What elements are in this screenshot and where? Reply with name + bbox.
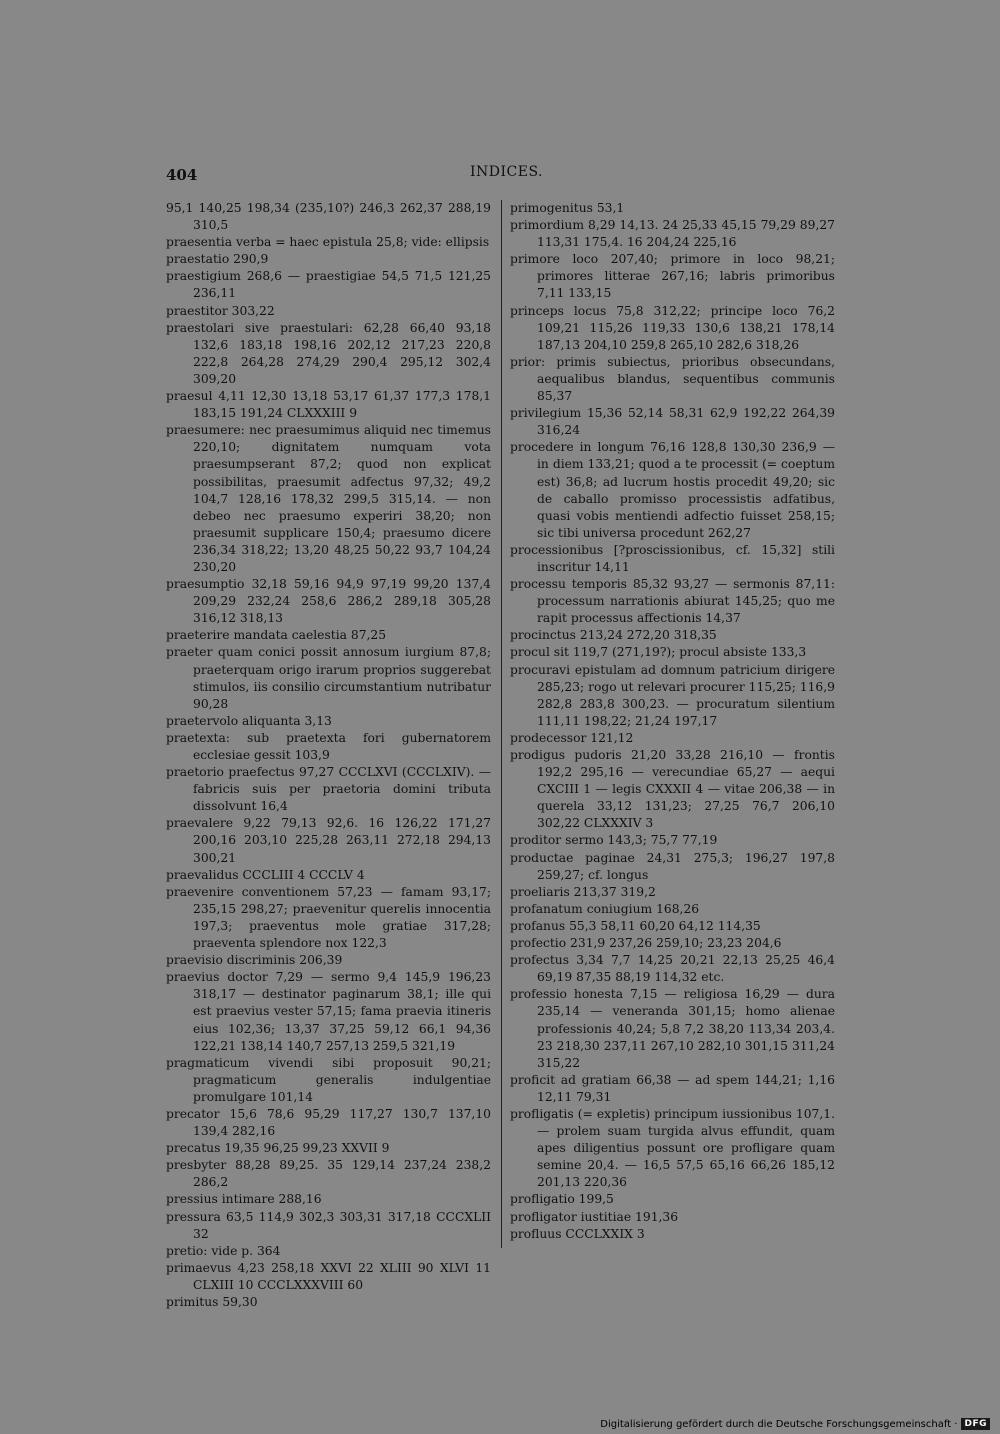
index-entry: precator 15,6 78,6 95,29 117,27 130,7 137,10 139,4 282,16 bbox=[166, 1106, 491, 1139]
index-entry: procul sit 119,7 (271,19?); procul absiste 133,3 bbox=[510, 645, 807, 660]
index-entry: processu temporis 85,32 93,27 — sermonis 87,11: processum narrationis abiurat 145,25; quo me rapit processus affectionis 14,37 bbox=[510, 577, 835, 626]
index-column-left bbox=[166, 200, 491, 1311]
footer-credit bbox=[600, 1418, 990, 1430]
index-column-right bbox=[510, 200, 835, 1243]
index-entry: primordium 8,29 14,13. 24 25,33 45,15 79,29 89,27 113,31 175,4. 16 204,24 225,16 bbox=[510, 218, 835, 250]
index-entry: profligator iustitiae 191,36 bbox=[510, 1209, 679, 1224]
index-entry: processionibus [?proscissionibus, cf. 15,32] stili inscritur 14,11 bbox=[510, 542, 835, 574]
index-entry: praesumptio 32,18 59,16 94,9 97,19 99,20 137,4 209,29 232,24 258,6 286,2 289,18 305,28 316,12 318,13 bbox=[166, 577, 491, 626]
index-entry: praevalidus CCCLIII 4 CCCLV 4 bbox=[166, 867, 365, 882]
index-entry: pressius intimare 288,16 bbox=[166, 1192, 322, 1207]
index-entry: procinctus 213,24 272,20 318,35 bbox=[510, 628, 717, 643]
index-entry: praesentia verba = haec epistula 25,8; vide: ellipsis bbox=[166, 235, 490, 250]
index-entry: proeliaris 213,37 319,2 bbox=[510, 884, 656, 899]
index-entry: privilegium 15,36 52,14 58,31 62,9 192,22 264,39 316,24 bbox=[510, 406, 835, 438]
index-entry: prior: primis subiectus, prioribus obsecundans, aequalibus blandus, sequentibus communis 85,37 bbox=[510, 354, 835, 404]
index-entry: praevius doctor 7,29 — sermo 9,4 145,9 196,23 318,17 — destinator paginarum 38,1; ille qui est praevius vester 57,15; fama praevia itineris eius 102,36; 13,37 37,25 59,12 66,1 94,36 122,21 138,14 140,7 257,13 259,5 321,19 bbox=[166, 970, 491, 1053]
index-entry: praetorio praefectus 97,27 CCCLXVI (CCCLXIV). — fabricis suis per praetoria domini tributa dissolvunt 16,4 bbox=[166, 765, 491, 814]
index-entry: procedere in longum 76,16 128,8 130,30 236,9 — in diem 133,21; quod a te processit (= coeptum est) 36,8; ad lucrum hostis procedit 49,20; sic de caballo promisso processistis adfatibus, quasi vobis mentiendi adfectio fuisset 258,15; sic tibi universa procedunt 262,27 bbox=[510, 440, 835, 540]
index-entry: praetervolo aliquanta 3,13 bbox=[166, 713, 332, 728]
index-entry: praevenire conventionem 57,23 — famam 93,17; 235,15 298,27; praevenitur querelis innocentia 197,3; praeventus mole gratiae 317,28; praeventa splendore nox 122,3 bbox=[166, 884, 491, 951]
index-entry: praeter quam conici possit annosum iurgium 87,8; praeterquam origo irarum proprios suggerebat stimulos, iis consilio circumstantium nutribatur 90,28 bbox=[166, 645, 491, 711]
index-entry: pragmaticum vivendi sibi proposuit 90,21; pragmaticum generalis indulgentiae promulgare 101,14 bbox=[166, 1055, 491, 1104]
index-entry: profectio 231,9 237,26 259,10; 23,23 204,6 bbox=[510, 936, 782, 951]
index-entry: praevalere 9,22 79,13 92,6. 16 126,22 171,27 200,16 203,10 225,28 263,11 272,18 294,13 300,21 bbox=[166, 816, 491, 865]
index-entry: praesul 4,11 12,30 13,18 53,17 61,37 177,3 178,1 183,15 191,24 CLXXXIII 9 bbox=[166, 389, 491, 421]
footer-credit-text: Digitalisierung gefördert durch die Deutsche Forschungsgemeinschaft · bbox=[600, 1418, 958, 1430]
index-entry: praetexta: sub praetexta fori gubernatorem ecclesiae gessit 103,9 bbox=[166, 730, 491, 762]
index-entry: princeps locus 75,8 312,22; principe loco 76,2 109,21 115,26 119,33 130,6 138,21 178,14 187,13 204,10 259,8 265,10 282,6 318,26 bbox=[510, 303, 835, 352]
index-entry: professio honesta 7,15 — religiosa 16,29 — dura 235,14 — veneranda 301,15; homo alienae professionis 40,24; 5,8 7,2 38,20 113,34 203,4. 23 218,30 237,11 267,10 282,10 301,15 311,24 315,22 bbox=[510, 987, 835, 1070]
index-entry: primore loco 207,40; primore in loco 98,21; primores litterae 267,16; labris primoribus 7,11 133,15 bbox=[510, 252, 835, 301]
index-entry: presbyter 88,28 89,25. 35 129,14 237,24 238,2 286,2 bbox=[166, 1158, 491, 1190]
index-entry: primaevus 4,23 258,18 XXVI 22 XLIII 90 XLVI 11 CLXIII 10 CCCLXXXVIII 60 bbox=[166, 1260, 491, 1292]
page-number: 404 bbox=[166, 166, 198, 184]
index-entry: primitus 59,30 bbox=[166, 1295, 258, 1309]
index-entry: praestatio 290,9 bbox=[166, 252, 269, 267]
index-entry: praestolari sive praestulari: 62,28 66,40 93,18 132,6 183,18 198,16 202,12 217,23 220,8 222,8 264,28 274,29 290,4 295,12 302,4 309,20 bbox=[166, 320, 491, 386]
index-entry: profligatio 199,5 bbox=[510, 1192, 614, 1207]
index-entry: praestitor 303,22 bbox=[166, 303, 275, 318]
index-entry: prodigus pudoris 21,20 33,28 216,10 — frontis 192,2 295,16 — verecundiae 65,27 — aequi CXCIII 1 — legis CXXXII 4 — vitae 206,38 — in querela 33,12 131,23; 27,25 76,7 206,10 302,22 CLXXXIV 3 bbox=[510, 748, 835, 831]
index-entry: proditor sermo 143,3; 75,7 77,19 bbox=[510, 833, 718, 848]
index-entry: praesumere: nec praesumimus aliquid nec timemus 220,10; dignitatem numquam vota praesumpserant 87,2; quod non explicat possibilitas, praesumit adfectus 97,32; 49,2 104,7 128,16 178,32 299,5 315,14. — non debeo nec praesumo experiri 38,20; non praesumit supplicare 150,4; praesumo dicere 236,34 318,22; 13,20 48,25 50,22 93,7 104,24 230,20 bbox=[166, 423, 491, 574]
index-entry: proficit ad gratiam 66,38 — ad spem 144,21; 1,16 12,11 79,31 bbox=[510, 1072, 835, 1104]
dfg-logo: DFG bbox=[961, 1418, 990, 1430]
index-entry: profanus 55,3 58,11 60,20 64,12 114,35 bbox=[510, 918, 761, 933]
index-entry: profluus CCCLXXIX 3 bbox=[510, 1226, 645, 1241]
column-divider bbox=[501, 200, 502, 1248]
index-entry: profanatum coniugium 168,26 bbox=[510, 901, 700, 916]
index-entry: profectus 3,34 7,7 14,25 20,21 22,13 25,25 46,4 69,19 87,35 88,19 114,32 etc. bbox=[510, 953, 835, 985]
index-entry: productae paginae 24,31 275,3; 196,27 197,8 259,27; cf. longus bbox=[510, 850, 835, 882]
index-entry: pretio: vide p. 364 bbox=[166, 1243, 281, 1258]
index-entry: praeterire mandata caelestia 87,25 bbox=[166, 628, 387, 643]
running-head: INDICES. bbox=[470, 164, 544, 180]
index-entry: precatus 19,35 96,25 99,23 XXVII 9 bbox=[166, 1141, 390, 1156]
index-entry: profligatis (= expletis) principum iussionibus 107,1. — prolem suam turgida alvus effundit, quam apes diligentius possunt ore profligare quam semine 20,4. — 16,5 57,5 65,16 66,26 185,12 201,13 220,36 bbox=[510, 1106, 835, 1190]
index-entry: praevisio discriminis 206,39 bbox=[166, 953, 343, 968]
index-entry: 95,1 140,25 198,34 (235,10?) 246,3 262,37 288,19 310,5 bbox=[166, 201, 491, 233]
index-entry: pressura 63,5 114,9 302,3 303,31 317,18 CCCXLII 32 bbox=[166, 1209, 491, 1241]
index-entry: praestigium 268,6 — praestigiae 54,5 71,5 121,25 236,11 bbox=[166, 269, 491, 301]
index-entry: procuravi epistulam ad domnum patricium dirigere 285,23; rogo ut relevari procurer 115,25; 116,9 282,8 283,8 300,23. — procuratum silentium 111,11 198,22; 21,24 197,17 bbox=[510, 662, 835, 728]
index-entry: primogenitus 53,1 bbox=[510, 201, 625, 215]
index-entry: prodecessor 121,12 bbox=[510, 730, 634, 745]
